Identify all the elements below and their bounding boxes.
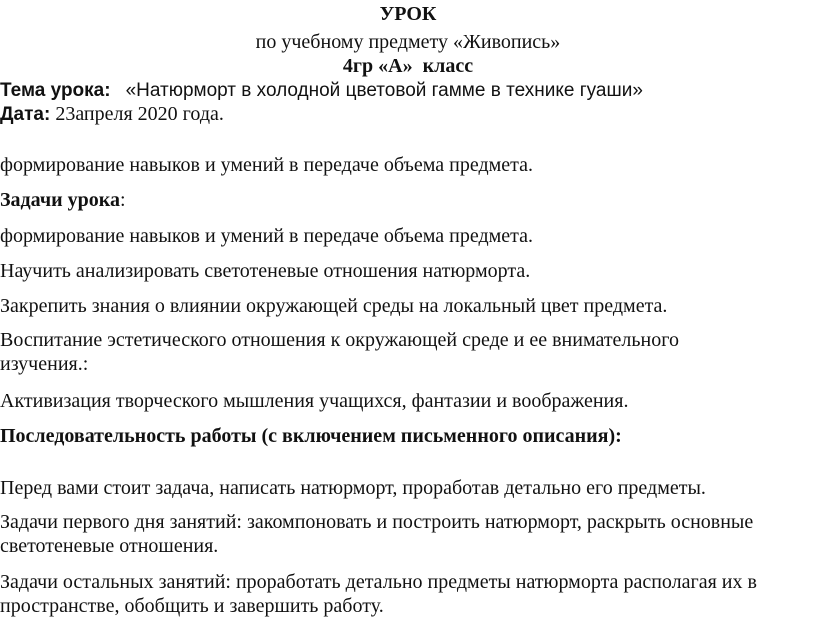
task-item: Активизация творческого мышления учащихся, фантазии и воображения.: [0, 390, 629, 412]
grade-line: 4гр «А» класс: [342, 55, 474, 77]
tasks-heading-colon: :: [120, 189, 126, 211]
topic-line: [0, 78, 816, 103]
sequence-item: Задачи первого дня занятий: закомпоновать и построить натюрморт, раскрыть основные светотеневые отношения.: [0, 511, 754, 557]
tasks-heading: Задачи урока: [0, 189, 121, 211]
subject-line: по учебному предмету «Живопись»: [255, 31, 561, 53]
tasks-heading-line: [0, 188, 816, 212]
task-item: Закрепить знания о влиянии окружающей среды на локальный цвет предмета.: [0, 295, 668, 317]
date-label: Дата:: [0, 104, 51, 125]
task-item: формирование навыков и умений в передаче объема предмета.: [0, 225, 534, 247]
date-line: [0, 102, 816, 127]
sequence-item: Задачи остальных занятий: проработать детально предметы натюрморта располагая их в пространстве, обобщить и завершить работу.: [0, 571, 757, 617]
topic-label: Тема урока:: [0, 80, 111, 101]
task-item: Научить анализировать светотеневые отношения натюрморта.: [0, 260, 531, 282]
topic-value: «Натюрморт в холодной цветовой гамме в технике гуаши»: [125, 80, 643, 101]
sequence-item: Перед вами стоит задача, написать натюрморт, проработав детально его предметы.: [0, 477, 706, 499]
sequence-heading: Последовательность работы (с включением письменного описания):: [0, 425, 622, 447]
lesson-goal: формирование навыков и умений в передаче объема предмета.: [0, 154, 534, 176]
date-value: 23апреля 2020 года.: [50, 103, 224, 125]
lesson-title: УРОК: [379, 3, 437, 25]
task-item: Воспитание эстетического отношения к окружающей среде и ее внимательного изучения.:: [0, 329, 679, 375]
